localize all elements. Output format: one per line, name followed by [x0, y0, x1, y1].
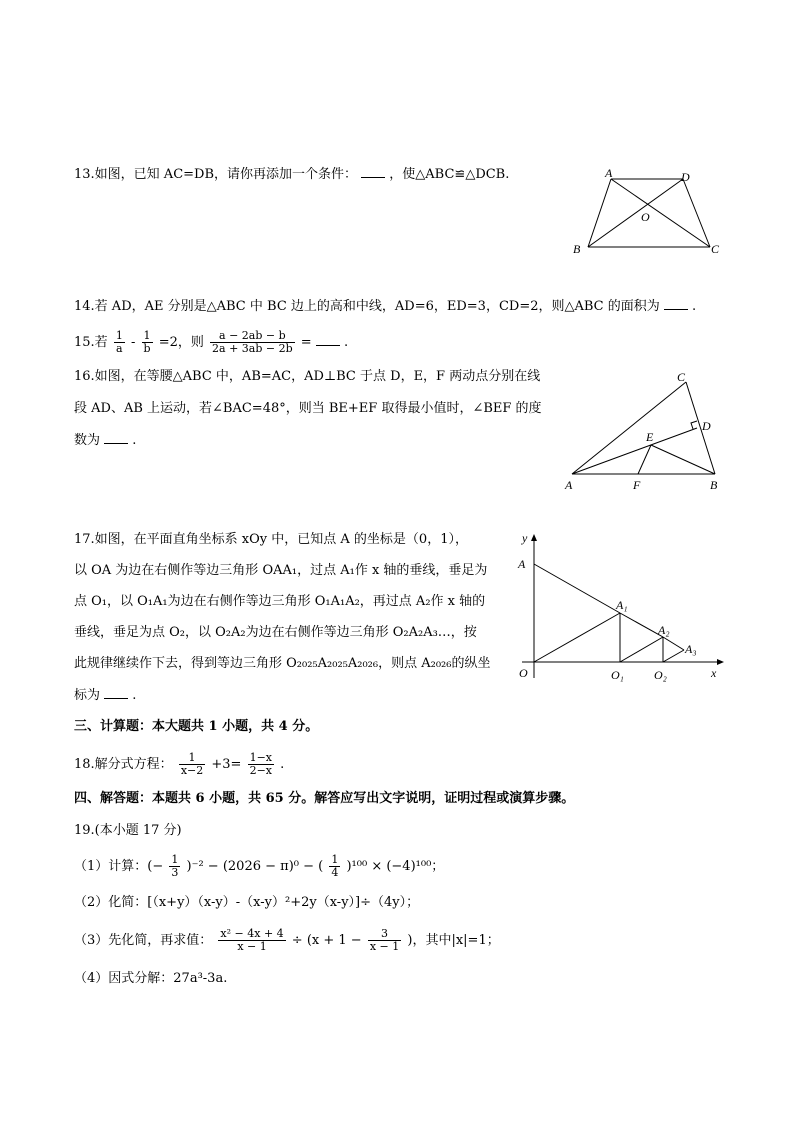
label-d: D: [702, 419, 711, 433]
seg-ac: [572, 382, 686, 474]
seg-dc: [683, 179, 710, 247]
label-o1: O₁: [611, 668, 624, 682]
q16-line2: 段 AD、AB 上运动，若∠BAC=48°，则当 BE+EF 取得最小值时，∠BEF 的度: [74, 401, 542, 416]
q16-line1: 16.如图，在等腰△ABC 中，AB=AC，AD⊥BC 于点 D，E，F 两动点分别在线: [74, 369, 541, 384]
fraction: $\frac{1}{3}$: [171, 853, 179, 879]
label-d: D: [681, 170, 690, 184]
q17-figure: [512, 530, 727, 685]
answer-blank: [104, 686, 128, 699]
label-c: C: [711, 242, 720, 256]
q17-line2: 以 OA 为边在右侧作等边三角形 OAA₁，过点 A₁作 x 轴的垂线，垂足为: [74, 563, 488, 578]
label-a: A: [605, 166, 613, 180]
q19-part2: （2）化简：[（x+y）（x-y）-（x-y）²+2y（x-y）]÷（4y）；: [74, 895, 420, 910]
answer-blank: [104, 431, 128, 444]
seg-a2-a3: [663, 637, 684, 650]
seg-ab: [588, 179, 611, 247]
section-3-heading: 三、计算题：本大题共 1 小题，共 4 分。: [74, 719, 319, 734]
label-b: B: [710, 478, 718, 492]
q19-part1: （1）计算：(− $\frac{1}{3}$ )⁻² − (2026 − π)⁰ − ( $\frac{1}{4}$ )¹⁰⁰ × (−4)¹⁰⁰；: [74, 853, 445, 879]
q19-heading: 19.(本小题 17 分): [74, 823, 182, 838]
label-e: E: [646, 430, 654, 444]
label-b: B: [573, 242, 581, 256]
label-a1: A₁: [616, 598, 628, 612]
y-axis-arrow: [531, 534, 537, 541]
label-o2: O₂: [654, 668, 667, 682]
q17-line3: 点 O₁，以 O₁A₁为边在右侧作等边三角形 O₁A₁A₂，再过点 A₂作 x 轴的: [74, 594, 486, 609]
seg-ac: [611, 179, 710, 247]
label-a3: A₃: [685, 642, 697, 656]
q15-text: 15.若 $\frac{1}{a}$ - $\frac{1}{b}$ =2，则 $\frac{a - 2ab - b}{2a + 3ab - 2b}$ = .: [74, 329, 349, 355]
q17-line4: 垂线，垂足为点 O₂，以 O₂A₂为边在右侧作等边三角形 O₂A₂A₃…，按: [74, 625, 477, 640]
label-y: y: [522, 531, 528, 545]
seg-eb: [651, 445, 715, 474]
q17-line6: 标为 .: [74, 688, 137, 703]
q16-line3: 数为 .: [74, 433, 137, 448]
fraction: $\frac{1}{4}$: [331, 853, 339, 879]
q13-text: 13.如图，已知 AC=DB，请你再添加一个条件： ，使△ABC≌△DCB.: [74, 167, 510, 182]
label-a: A: [565, 478, 573, 492]
seg-o1-a2: [620, 637, 663, 662]
seg-bd: [588, 179, 683, 247]
answer-blank: [664, 297, 688, 310]
seg-a1-a2: [620, 613, 663, 637]
q19-part4: （4）因式分解：27a³-3a.: [74, 971, 228, 986]
label-a2: A₂: [658, 623, 670, 637]
fraction: $\frac{1}{a}$: [115, 329, 123, 355]
label-x: x: [711, 666, 717, 680]
x-axis-arrow: [717, 659, 724, 665]
label-c: C: [677, 370, 686, 384]
fraction: $\frac{1-x}{2-x}$: [249, 751, 273, 777]
seg-a-a1: [534, 564, 620, 613]
fraction: $\frac{1}{x-2}$: [180, 751, 204, 777]
fraction: $\frac{a - 2ab - b}{2a + 3ab - 2b}$: [212, 329, 293, 355]
seg-o2-a3: [663, 650, 684, 662]
q19-part3: （3）先化简，再求值： $\frac{\text{x² − 4x + 4}}{x - 1}$ ÷ (x + 1 − $\frac{3}{x - 1}$ )，其中|x|=1；: [74, 927, 500, 953]
answer-blank: [361, 165, 385, 178]
seg-ad: [572, 428, 697, 474]
fraction: $\frac{\text{x² − 4x + 4}}{x - 1}$: [220, 927, 284, 953]
label-o: O: [641, 210, 650, 224]
q18-text: 18.解分式方程： $\frac{1}{x-2}$ +3= $\frac{1-x}{2-x}$ .: [74, 751, 285, 777]
q13-figure: [568, 165, 728, 260]
label-a: A: [518, 557, 526, 571]
label-f: F: [633, 478, 641, 492]
fraction: $\frac{3}{x - 1}$: [369, 927, 400, 953]
q16-figure: [560, 368, 730, 498]
label-o: O: [519, 666, 528, 680]
answer-blank: [316, 333, 340, 346]
section-4-heading: 四、解答题：本题共 6 小题，共 65 分。解答应写出文字说明，证明过程或演算步骤。: [74, 791, 575, 806]
fraction: $\frac{1}{b}$: [143, 329, 151, 355]
q14-text: 14.若 AD，AE 分别是△ABC 中 BC 边上的高和中线，AD=6，ED=3，CD=2，则△ABC 的面积为 .: [74, 299, 697, 314]
q17-line1: 17.如图，在平面直角坐标系 xOy 中，已知点 A 的坐标是（0，1），: [74, 532, 468, 547]
seg-o-a1: [534, 613, 620, 662]
q17-line5: 此规律继续作下去，得到等边三角形 O₂₀₂₅A₂₀₂₅A₂₀₂₆，则点 A₂₀₂₆的纵坐: [74, 656, 491, 671]
